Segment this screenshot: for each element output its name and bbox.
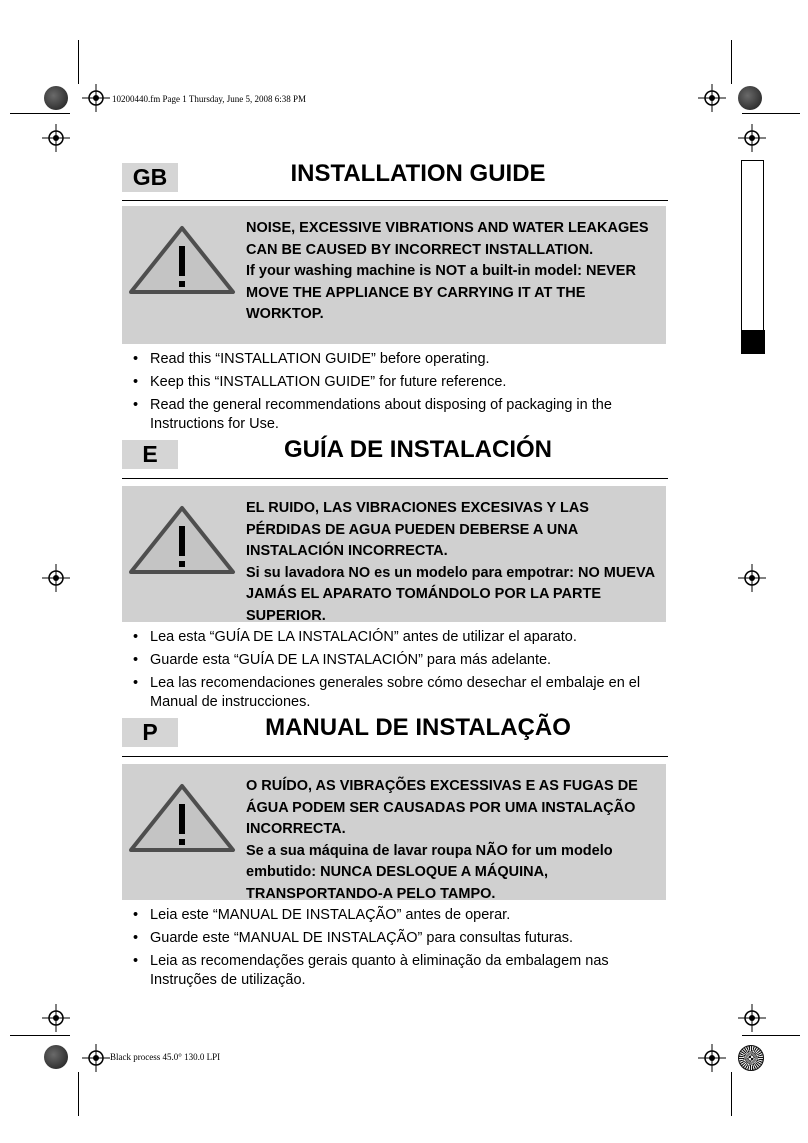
crop-mark	[10, 113, 70, 114]
crop-mark	[731, 40, 732, 84]
list-item: • Lea esta “GUÍA DE LA INSTALACIÓN” antes de utilizar el aparato.	[130, 628, 670, 647]
registration-ball-icon	[44, 86, 68, 110]
crop-mark	[10, 1035, 70, 1036]
section-rule	[122, 200, 668, 201]
list-item: • Read this “INSTALLATION GUIDE” before operating.	[130, 350, 670, 369]
registration-crosshair-icon	[42, 1004, 70, 1032]
registration-ball-icon	[738, 86, 762, 110]
registration-crosshair-icon	[698, 84, 726, 112]
warning-line: Se a sua máquina de lavar roupa NÃO for um modelo embutido: NUNCA DESLOQUE A MÁQUINA, TRANSPORTANDO-A PELO TAMPO.	[246, 842, 613, 902]
crop-mark	[78, 1072, 79, 1116]
registration-crosshair-icon	[738, 124, 766, 152]
bullet-list-p	[130, 906, 670, 994]
lang-code-p: P	[122, 718, 178, 747]
list-item: • Guarde este “MANUAL DE INSTALAÇÃO” para consultas futuras.	[130, 929, 670, 948]
thumb-index-frame	[741, 160, 764, 353]
registration-crosshair-icon	[738, 564, 766, 592]
warning-line: NOISE, EXCESSIVE VIBRATIONS AND WATER LEAKAGES CAN BE CAUSED BY INCORRECT INSTALLATION.	[246, 220, 649, 258]
registration-crosshair-icon	[82, 84, 110, 112]
section-rule	[122, 756, 668, 757]
section-title-e: GUÍA DE INSTALACIÓN	[284, 436, 552, 463]
crop-mark	[742, 1035, 800, 1036]
thumb-index-tab	[741, 330, 765, 354]
warning-text	[246, 218, 658, 326]
bullet-list-gb	[130, 350, 670, 438]
registration-crosshair-icon	[42, 564, 70, 592]
warning-triangle-icon	[127, 504, 237, 576]
crop-mark	[78, 40, 79, 84]
list-item: • Leia as recomendações gerais quanto à eliminação da embalagem nas Instruções de utilização.	[130, 952, 670, 990]
warning-line: EL RUIDO, LAS VIBRACIONES EXCESIVAS Y LAS PÉRDIDAS DE AGUA PUEDEN DEBERSE A UNA INSTALACIÓN INCORRECTA.	[246, 500, 589, 559]
warning-triangle-icon	[127, 782, 237, 854]
warning-panel-e	[122, 486, 666, 622]
section-title-p: MANUAL DE INSTALAÇÃO	[265, 714, 571, 741]
print-header: 10200440.fm Page 1 Thursday, June 5, 2008 6:38 PM	[112, 94, 306, 104]
registration-crosshair-icon	[698, 1044, 726, 1072]
lang-code-e: E	[122, 440, 178, 469]
section-title-gb: INSTALLATION GUIDE	[290, 160, 546, 187]
list-item: • Guarde esta “GUÍA DE LA INSTALACIÓN” para más adelante.	[130, 651, 670, 670]
list-item: • Leia este “MANUAL DE INSTALAÇÃO” antes de operar.	[130, 906, 670, 925]
crop-mark	[742, 113, 800, 114]
warning-text	[246, 498, 658, 627]
list-item: • Lea las recomendaciones generales sobre cómo desechar el embalaje en el Manual de instrucciones.	[130, 674, 670, 712]
warning-text	[246, 776, 658, 905]
warning-panel-p	[122, 764, 666, 900]
print-footer: Black process 45.0° 130.0 LPI	[110, 1052, 221, 1062]
section-rule	[122, 478, 668, 479]
crop-mark	[731, 1072, 732, 1116]
list-item: • Keep this “INSTALLATION GUIDE” for future reference.	[130, 373, 670, 392]
warning-triangle-icon	[127, 224, 237, 296]
warning-line: O RUÍDO, AS VIBRAÇÕES EXCESSIVAS E AS FUGAS DE ÁGUA PODEM SER CAUSADAS POR UMA INSTALAÇÃO INCORRECTA.	[246, 778, 638, 837]
warning-line: Si su lavadora NO es un modelo para empotrar: NO MUEVA JAMÁS EL APARATO TOMÁNDOLO POR LA PARTE SUPERIOR.	[246, 564, 655, 624]
registration-crosshair-icon	[42, 124, 70, 152]
registration-ball-icon	[44, 1045, 68, 1069]
warning-line: If your washing machine is NOT a built-in model: NEVER MOVE THE APPLIANCE BY CARRYING IT AT THE WORKTOP.	[246, 263, 636, 322]
registration-crosshair-icon	[738, 1004, 766, 1032]
registration-crosshair-icon	[82, 1044, 110, 1072]
list-item: • Read the general recommendations about disposing of packaging in the Instructions for Use.	[130, 396, 670, 434]
lang-code-gb: GB	[122, 163, 178, 192]
warning-panel-gb	[122, 206, 666, 344]
bullet-list-e	[130, 628, 670, 716]
starburst-target-icon	[738, 1045, 764, 1071]
